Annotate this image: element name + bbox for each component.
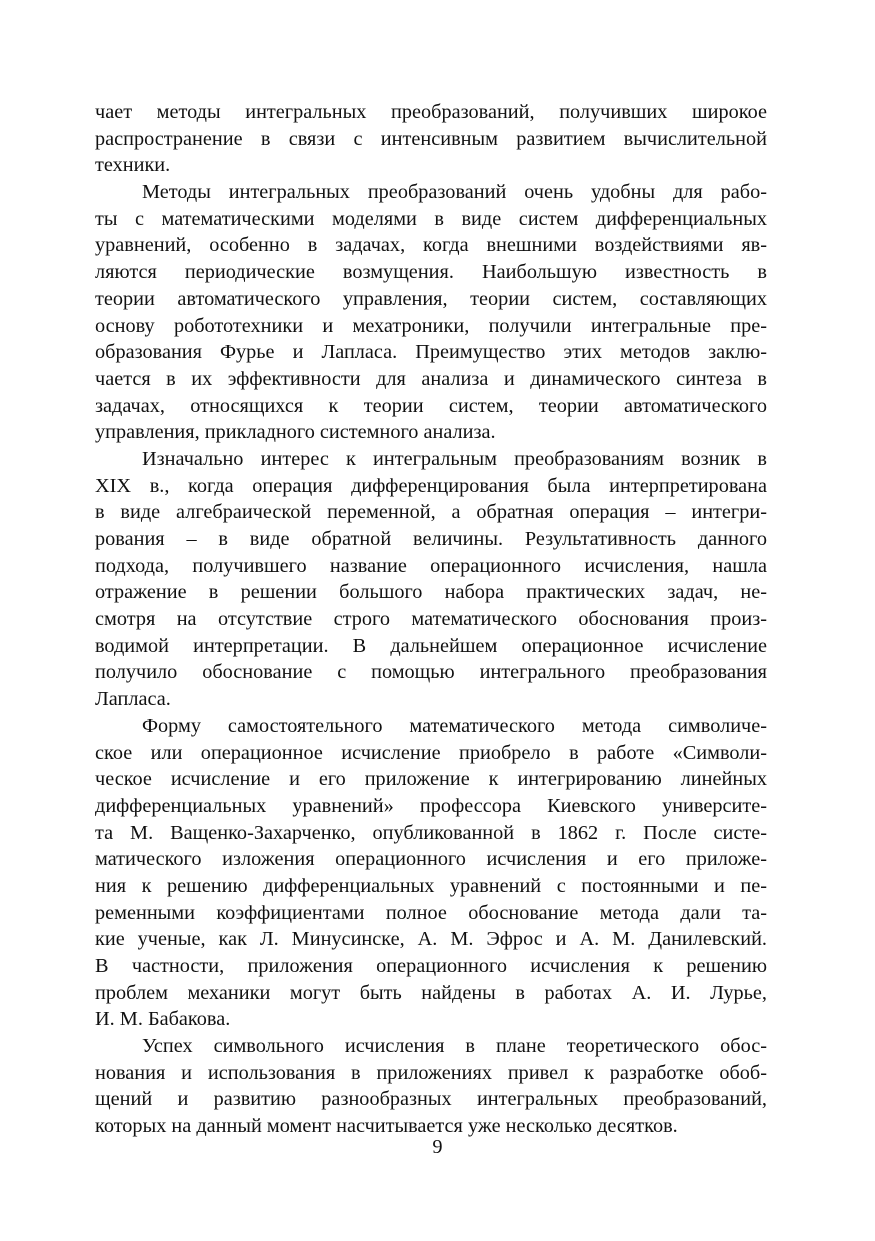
- text-line: чает методы интегральных преобразований, получивших широкое: [95, 101, 767, 123]
- page-number: 9: [432, 1136, 443, 1158]
- text-line: матического изложения операционного исчисления и его приложе-: [95, 848, 767, 871]
- text-line: в виде алгебраической переменной, а обратная операция – интегри-: [95, 501, 767, 524]
- paragraph-5: [95, 1033, 767, 1140]
- text-line: подхода, получившего название операционного исчисления, нашла: [95, 554, 767, 577]
- text-line: уравнений, особенно в задачах, когда внешними воздействиями яв-: [95, 234, 767, 257]
- text-line: отражение в решении большого набора практических задач, не-: [95, 581, 767, 604]
- text-line: Методы интегральных преобразований очень удобны для рабо-: [142, 181, 767, 204]
- text-line: дифференциальных уравнений» профессора Киевского университе-: [95, 794, 767, 817]
- text-line: Успех символьного исчисления в плане теоретического обос-: [142, 1035, 767, 1058]
- paragraph-4: [95, 713, 767, 1033]
- text-line: ское или операционное исчисление приобрело в работе «Символи-: [95, 741, 767, 764]
- page-body: [95, 99, 767, 1140]
- text-line: В частности, приложения операционного исчисления к решению: [95, 955, 767, 977]
- paragraph-1: [95, 99, 767, 179]
- paragraph-3: [95, 446, 767, 713]
- text-line: управления, прикладного системного анализа.: [95, 421, 496, 444]
- text-line: ния к решению дифференциальных уравнений с постоянными и пе-: [95, 874, 767, 897]
- text-line: Лапласа.: [95, 688, 171, 711]
- text-line: техники.: [95, 154, 171, 177]
- paragraph-2: [95, 179, 767, 446]
- text-line: И. М. Бабакова.: [95, 1008, 231, 1031]
- text-line: XIX в., когда операция дифференцирования была интерпретирована: [95, 474, 767, 497]
- text-line: образования Фурье и Лапласа. Преимущество этих методов заклю-: [95, 341, 767, 364]
- text-line: ты с математическими моделями в виде систем дифференциальных: [95, 207, 767, 230]
- text-line: чается в их эффективности для анализа и динамического синтеза в: [95, 367, 767, 390]
- text-line: щений и развитию разнообразных интегральных преобразований,: [95, 1088, 767, 1111]
- text-line: нования и использования в приложениях привел к разработке обоб-: [95, 1061, 767, 1084]
- text-line: получило обоснование с помощью интегрального преобразования: [95, 661, 767, 684]
- text-line: рования – в виде обратной величины. Результативность данного: [95, 528, 767, 550]
- text-line: проблем механики могут быть найдены в работах А. И. Лурье,: [95, 981, 767, 1004]
- text-line: ческое исчисление и его приложение к интегрированию линейных: [95, 768, 767, 791]
- text-line: распространение в связи с интенсивным развитием вычислительной: [95, 127, 767, 150]
- text-line: задачах, относящихся к теории систем, теории автоматического: [95, 394, 767, 417]
- text-line: кие ученые, как Л. Минусинске, А. М. Эфрос и А. М. Данилевский.: [95, 928, 767, 951]
- text-line: основу робототехники и мехатроники, получили интегральные пре-: [95, 314, 767, 337]
- text-line: ременными коэффициентами полное обоснование метода дали та-: [95, 901, 767, 924]
- text-line: которых на данный момент насчитывается уже несколько десятков.: [95, 1115, 678, 1138]
- text-line: смотря на отсутствие строго математического обоснования произ-: [95, 608, 767, 631]
- text-line: Изначально интерес к интегральным преобразованиям возник в: [142, 447, 767, 470]
- text-line: водимой интерпретации. В дальнейшем операционное исчисление: [95, 634, 767, 657]
- text-line: теории автоматического управления, теории систем, составляющих: [95, 287, 767, 310]
- text-line: та М. Ващенко-Захарченко, опубликованной в 1862 г. После систе-: [95, 821, 767, 844]
- text-line: ляются периодические возмущения. Наибольшую известность в: [95, 261, 767, 284]
- text-line: Форму самостоятельного математического метода символиче-: [142, 714, 767, 737]
